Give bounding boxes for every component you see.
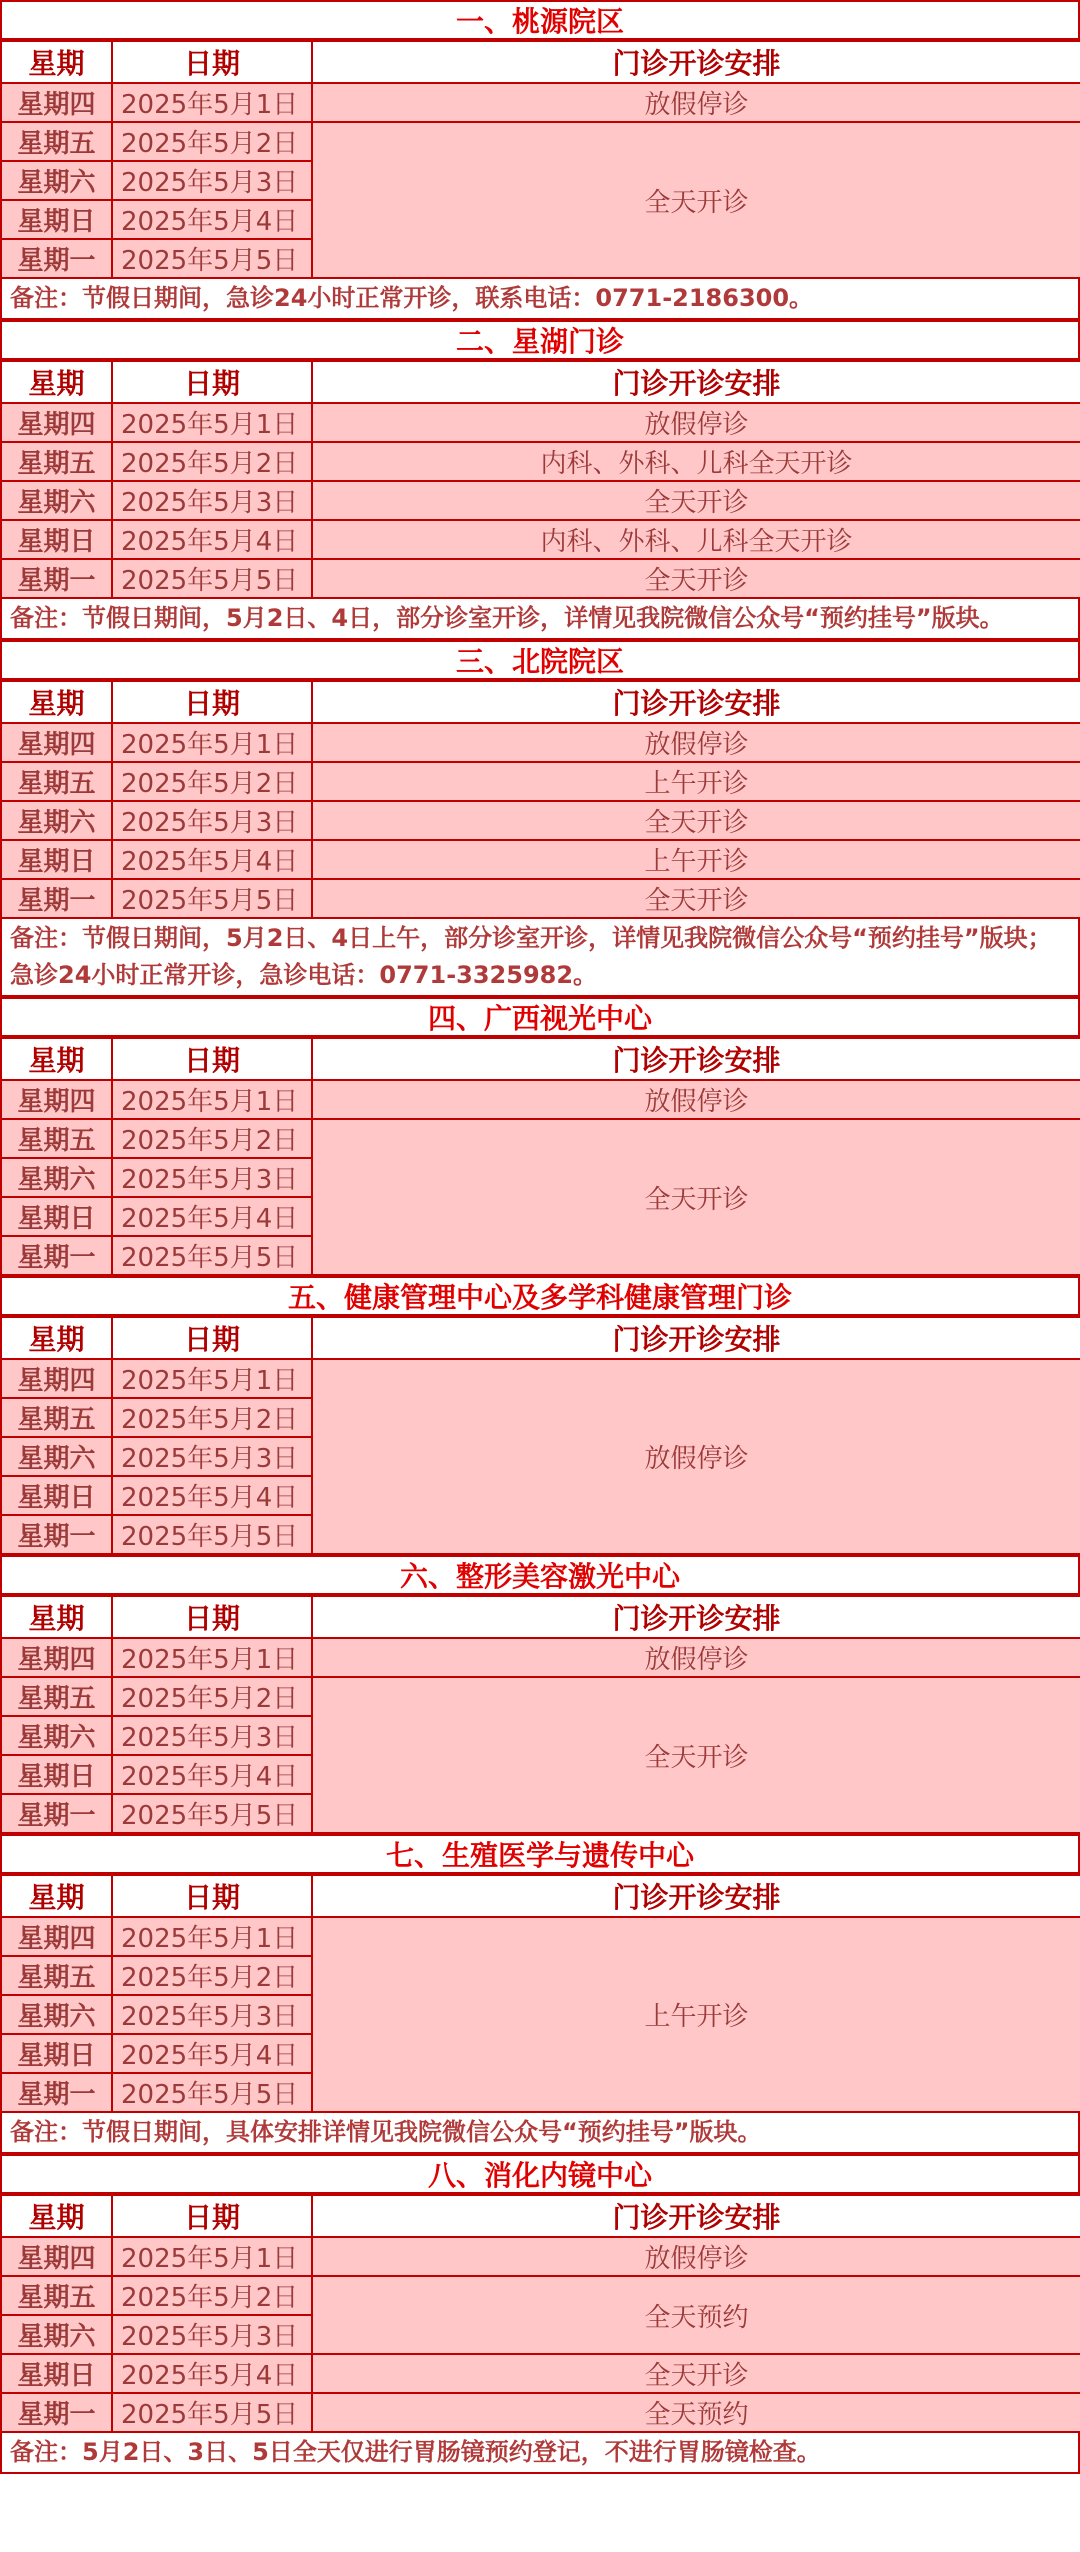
date-cell: 2025年5月4日 bbox=[112, 1755, 312, 1794]
table-row bbox=[1, 520, 1080, 559]
date-cell: 2025年5月2日 bbox=[112, 1677, 312, 1716]
schedule-cell: 内科、外科、儿科全天开诊 bbox=[312, 442, 1080, 481]
weekday-cell: 星期四 bbox=[1, 403, 112, 442]
schedule-cell: 全天开诊 bbox=[312, 559, 1080, 598]
weekday-cell: 星期五 bbox=[1, 1398, 112, 1437]
weekday-cell: 星期一 bbox=[1, 1794, 112, 1833]
header-date: 日期 bbox=[112, 681, 312, 723]
weekday-cell: 星期五 bbox=[1, 2276, 112, 2315]
date-cell: 2025年5月3日 bbox=[112, 481, 312, 520]
section-title: 六、整形美容激光中心 bbox=[0, 1555, 1080, 1595]
schedule-table bbox=[0, 680, 1080, 919]
table-row bbox=[1, 2354, 1080, 2393]
header-weekday: 星期 bbox=[1, 361, 112, 403]
weekday-cell: 星期六 bbox=[1, 1158, 112, 1197]
header-weekday: 星期 bbox=[1, 1596, 112, 1638]
section bbox=[0, 1555, 1080, 1834]
weekday-cell: 星期日 bbox=[1, 1476, 112, 1515]
schedule-table bbox=[0, 40, 1080, 279]
schedule-table bbox=[0, 1874, 1080, 2113]
section-title: 七、生殖医学与遗传中心 bbox=[0, 1834, 1080, 1874]
header-schedule: 门诊开诊安排 bbox=[312, 2195, 1080, 2237]
section-note: 备注：节假日期间，急诊24小时正常开诊，联系电话：0771-2186300。 bbox=[0, 279, 1080, 320]
weekday-cell: 星期日 bbox=[1, 840, 112, 879]
header-weekday: 星期 bbox=[1, 41, 112, 83]
table-header-row bbox=[1, 681, 1080, 723]
date-cell: 2025年5月4日 bbox=[112, 1197, 312, 1236]
header-weekday: 星期 bbox=[1, 1038, 112, 1080]
schedule-table bbox=[0, 1316, 1080, 1555]
table-row bbox=[1, 122, 1080, 161]
date-cell: 2025年5月3日 bbox=[112, 2315, 312, 2354]
date-cell: 2025年5月4日 bbox=[112, 520, 312, 559]
date-cell: 2025年5月4日 bbox=[112, 2354, 312, 2393]
date-cell: 2025年5月2日 bbox=[112, 1956, 312, 1995]
date-cell: 2025年5月1日 bbox=[112, 2237, 312, 2276]
schedule-cell: 全天开诊 bbox=[312, 801, 1080, 840]
date-cell: 2025年5月1日 bbox=[112, 723, 312, 762]
weekday-cell: 星期一 bbox=[1, 1515, 112, 1554]
date-cell: 2025年5月1日 bbox=[112, 83, 312, 122]
weekday-cell: 星期四 bbox=[1, 1359, 112, 1398]
table-header-row bbox=[1, 2195, 1080, 2237]
section bbox=[0, 1276, 1080, 1555]
schedule-cell: 全天开诊 bbox=[312, 481, 1080, 520]
table-header-row bbox=[1, 1596, 1080, 1638]
date-cell: 2025年5月1日 bbox=[112, 1917, 312, 1956]
schedule-cell: 全天预约 bbox=[312, 2276, 1080, 2354]
header-date: 日期 bbox=[112, 1038, 312, 1080]
weekday-cell: 星期一 bbox=[1, 239, 112, 278]
section bbox=[0, 0, 1080, 320]
section bbox=[0, 997, 1080, 1276]
table-row bbox=[1, 2276, 1080, 2315]
date-cell: 2025年5月5日 bbox=[112, 2073, 312, 2112]
weekday-cell: 星期六 bbox=[1, 1995, 112, 2034]
table-header-row bbox=[1, 41, 1080, 83]
date-cell: 2025年5月2日 bbox=[112, 1119, 312, 1158]
weekday-cell: 星期四 bbox=[1, 1638, 112, 1677]
schedule-cell: 全天开诊 bbox=[312, 879, 1080, 918]
schedule-cell: 放假停诊 bbox=[312, 1359, 1080, 1554]
schedule-cell: 全天开诊 bbox=[312, 122, 1080, 278]
table-row bbox=[1, 1359, 1080, 1398]
schedule-cell: 放假停诊 bbox=[312, 1080, 1080, 1119]
schedule-cell: 放假停诊 bbox=[312, 403, 1080, 442]
weekday-cell: 星期六 bbox=[1, 801, 112, 840]
table-row bbox=[1, 2237, 1080, 2276]
section-note: 备注：节假日期间，5月2日、4日上午，部分诊室开诊，详情见我院微信公众号“预约挂号”版块；急诊24小时正常开诊，急诊电话：0771-3325982。 bbox=[0, 919, 1080, 997]
schedule-cell: 上午开诊 bbox=[312, 840, 1080, 879]
schedule-table bbox=[0, 1595, 1080, 1834]
table-row bbox=[1, 403, 1080, 442]
schedule-cell: 上午开诊 bbox=[312, 1917, 1080, 2112]
header-schedule: 门诊开诊安排 bbox=[312, 1317, 1080, 1359]
date-cell: 2025年5月4日 bbox=[112, 2034, 312, 2073]
weekday-cell: 星期日 bbox=[1, 2354, 112, 2393]
table-row bbox=[1, 481, 1080, 520]
date-cell: 2025年5月1日 bbox=[112, 1080, 312, 1119]
weekday-cell: 星期一 bbox=[1, 2393, 112, 2432]
schedule-cell: 放假停诊 bbox=[312, 1638, 1080, 1677]
weekday-cell: 星期四 bbox=[1, 1917, 112, 1956]
date-cell: 2025年5月3日 bbox=[112, 161, 312, 200]
header-date: 日期 bbox=[112, 1875, 312, 1917]
schedule-cell: 全天预约 bbox=[312, 2393, 1080, 2432]
header-date: 日期 bbox=[112, 2195, 312, 2237]
header-date: 日期 bbox=[112, 361, 312, 403]
date-cell: 2025年5月3日 bbox=[112, 801, 312, 840]
section bbox=[0, 1834, 1080, 2154]
section-title: 一、桃源院区 bbox=[0, 0, 1080, 40]
section-title: 二、星湖门诊 bbox=[0, 320, 1080, 360]
table-row bbox=[1, 1677, 1080, 1716]
table-row bbox=[1, 801, 1080, 840]
table-row bbox=[1, 723, 1080, 762]
date-cell: 2025年5月1日 bbox=[112, 1359, 312, 1398]
header-schedule: 门诊开诊安排 bbox=[312, 361, 1080, 403]
date-cell: 2025年5月2日 bbox=[112, 122, 312, 161]
weekday-cell: 星期四 bbox=[1, 83, 112, 122]
header-date: 日期 bbox=[112, 1317, 312, 1359]
header-schedule: 门诊开诊安排 bbox=[312, 1875, 1080, 1917]
table-row bbox=[1, 762, 1080, 801]
header-weekday: 星期 bbox=[1, 2195, 112, 2237]
date-cell: 2025年5月3日 bbox=[112, 1716, 312, 1755]
section-title: 八、消化内镜中心 bbox=[0, 2154, 1080, 2194]
header-date: 日期 bbox=[112, 41, 312, 83]
date-cell: 2025年5月5日 bbox=[112, 1794, 312, 1833]
section bbox=[0, 2154, 1080, 2474]
weekday-cell: 星期四 bbox=[1, 2237, 112, 2276]
weekday-cell: 星期五 bbox=[1, 762, 112, 801]
weekday-cell: 星期日 bbox=[1, 520, 112, 559]
weekday-cell: 星期六 bbox=[1, 161, 112, 200]
header-schedule: 门诊开诊安排 bbox=[312, 41, 1080, 83]
weekday-cell: 星期一 bbox=[1, 559, 112, 598]
section-title: 三、北院院区 bbox=[0, 640, 1080, 680]
header-schedule: 门诊开诊安排 bbox=[312, 681, 1080, 723]
weekday-cell: 星期六 bbox=[1, 1716, 112, 1755]
table-row bbox=[1, 840, 1080, 879]
schedule-cell: 全天开诊 bbox=[312, 1119, 1080, 1275]
date-cell: 2025年5月5日 bbox=[112, 239, 312, 278]
weekday-cell: 星期日 bbox=[1, 1755, 112, 1794]
schedule-cell: 全天开诊 bbox=[312, 2354, 1080, 2393]
section-note: 备注：节假日期间，具体安排详情见我院微信公众号“预约挂号”版块。 bbox=[0, 2113, 1080, 2154]
date-cell: 2025年5月5日 bbox=[112, 2393, 312, 2432]
schedule-table bbox=[0, 2194, 1080, 2433]
schedule-cell: 放假停诊 bbox=[312, 83, 1080, 122]
weekday-cell: 星期五 bbox=[1, 1677, 112, 1716]
date-cell: 2025年5月3日 bbox=[112, 1437, 312, 1476]
weekday-cell: 星期日 bbox=[1, 1197, 112, 1236]
section-title: 五、健康管理中心及多学科健康管理门诊 bbox=[0, 1276, 1080, 1316]
table-header-row bbox=[1, 1317, 1080, 1359]
date-cell: 2025年5月1日 bbox=[112, 403, 312, 442]
weekday-cell: 星期一 bbox=[1, 1236, 112, 1275]
section bbox=[0, 640, 1080, 997]
header-weekday: 星期 bbox=[1, 1875, 112, 1917]
schedule-cell: 上午开诊 bbox=[312, 762, 1080, 801]
table-row bbox=[1, 2393, 1080, 2432]
weekday-cell: 星期日 bbox=[1, 2034, 112, 2073]
schedule-cell: 放假停诊 bbox=[312, 723, 1080, 762]
date-cell: 2025年5月5日 bbox=[112, 559, 312, 598]
section-title: 四、广西视光中心 bbox=[0, 997, 1080, 1037]
header-schedule: 门诊开诊安排 bbox=[312, 1038, 1080, 1080]
date-cell: 2025年5月4日 bbox=[112, 1476, 312, 1515]
weekday-cell: 星期六 bbox=[1, 481, 112, 520]
schedule-table bbox=[0, 1037, 1080, 1276]
table-row bbox=[1, 1638, 1080, 1677]
section bbox=[0, 320, 1080, 640]
weekday-cell: 星期五 bbox=[1, 442, 112, 481]
weekday-cell: 星期五 bbox=[1, 122, 112, 161]
weekday-cell: 星期一 bbox=[1, 879, 112, 918]
table-row bbox=[1, 1119, 1080, 1158]
date-cell: 2025年5月3日 bbox=[112, 1158, 312, 1197]
date-cell: 2025年5月5日 bbox=[112, 879, 312, 918]
schedule-table bbox=[0, 360, 1080, 599]
table-row bbox=[1, 1917, 1080, 1956]
weekday-cell: 星期五 bbox=[1, 1119, 112, 1158]
date-cell: 2025年5月3日 bbox=[112, 1995, 312, 2034]
date-cell: 2025年5月2日 bbox=[112, 2276, 312, 2315]
schedule-cell: 放假停诊 bbox=[312, 2237, 1080, 2276]
section-note: 备注：节假日期间，5月2日、4日，部分诊室开诊，详情见我院微信公众号“预约挂号”版块。 bbox=[0, 599, 1080, 640]
date-cell: 2025年5月5日 bbox=[112, 1515, 312, 1554]
table-header-row bbox=[1, 1038, 1080, 1080]
table-row bbox=[1, 879, 1080, 918]
weekday-cell: 星期日 bbox=[1, 200, 112, 239]
date-cell: 2025年5月2日 bbox=[112, 442, 312, 481]
table-row bbox=[1, 442, 1080, 481]
section-note: 备注：5月2日、3日、5日全天仅进行胃肠镜预约登记，不进行胃肠镜检查。 bbox=[0, 2433, 1080, 2474]
table-row bbox=[1, 83, 1080, 122]
weekday-cell: 星期一 bbox=[1, 2073, 112, 2112]
date-cell: 2025年5月4日 bbox=[112, 200, 312, 239]
table-row bbox=[1, 559, 1080, 598]
header-weekday: 星期 bbox=[1, 681, 112, 723]
weekday-cell: 星期四 bbox=[1, 723, 112, 762]
header-date: 日期 bbox=[112, 1596, 312, 1638]
date-cell: 2025年5月2日 bbox=[112, 762, 312, 801]
table-row bbox=[1, 1080, 1080, 1119]
table-header-row bbox=[1, 1875, 1080, 1917]
weekday-cell: 星期六 bbox=[1, 1437, 112, 1476]
date-cell: 2025年5月5日 bbox=[112, 1236, 312, 1275]
weekday-cell: 星期四 bbox=[1, 1080, 112, 1119]
date-cell: 2025年5月4日 bbox=[112, 840, 312, 879]
header-schedule: 门诊开诊安排 bbox=[312, 1596, 1080, 1638]
date-cell: 2025年5月1日 bbox=[112, 1638, 312, 1677]
date-cell: 2025年5月2日 bbox=[112, 1398, 312, 1437]
weekday-cell: 星期五 bbox=[1, 1956, 112, 1995]
header-weekday: 星期 bbox=[1, 1317, 112, 1359]
schedule-cell: 内科、外科、儿科全天开诊 bbox=[312, 520, 1080, 559]
schedule-cell: 全天开诊 bbox=[312, 1677, 1080, 1833]
table-header-row bbox=[1, 361, 1080, 403]
weekday-cell: 星期六 bbox=[1, 2315, 112, 2354]
